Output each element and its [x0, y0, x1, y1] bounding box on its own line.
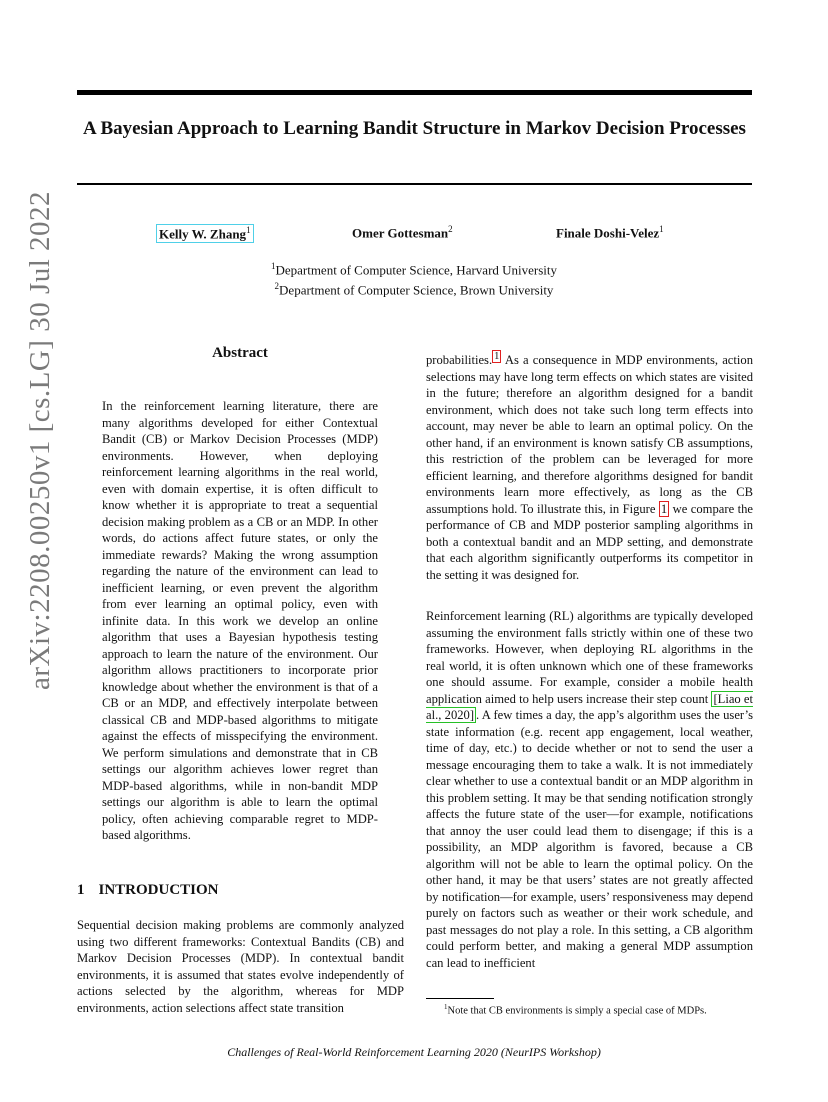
title-bottom-rule: [77, 183, 752, 185]
intro-text: Sequential decision making problems are commonly analyzed using two different frameworks: Contextual Bandits (CB) and Markov Decision Processes (MDP). In contextual bandit environments, it is assumed that states evolve independently of actions selected by the algorithm, whereas for MDP environments, action selections affect state transition: [77, 918, 404, 1015]
top-rule: [77, 90, 752, 95]
author-kelly-zhang[interactable]: Kelly W. Zhang$^1$: [156, 224, 254, 243]
footnote-link[interactable]: 1: [494, 351, 500, 362]
abstract-heading: Abstract: [212, 345, 268, 361]
affiliations: [0, 258, 828, 299]
section-title: INTRODUCTION: [98, 882, 219, 898]
abstract-body: [102, 398, 378, 844]
footnote-rule: [426, 998, 494, 999]
author-finale-doshi-velez: Finale Doshi-Velez$^1$: [556, 224, 664, 241]
figure-link[interactable]: 1: [660, 501, 668, 516]
affiliation-harvard: $^1$Department of Computer Science, Harvard University: [270, 261, 558, 278]
page-footer: Challenges of Real-World Reinforcement Learning 2020 (NeurIPS Workshop): [227, 1045, 601, 1059]
citation-link-liao[interactable]: [Liao et al., 2020]: [426, 691, 753, 722]
paper-title: A Bayesian Approach to Learning Bandit Structure in Markov Decision Processes: [83, 118, 746, 139]
affiliation-brown: $^2$Department of Computer Science, Brown University: [274, 281, 554, 298]
footnote: $^1$Note that CB environments is simply a special case of MDPs.: [444, 1003, 707, 1017]
right-paragraph-1: probabilities. $^1$ As a consequence in MDP environments, action selections may have long term effects on which states are visited in the future; therefore an algorithm designed for a bandit environment, which does not take such long term effects into account, may never be able to learn an optimal policy. On the other hand, if an environment is known satisfy CB assumptions, this restriction of the problem can be leveraged for more efficient learning, and therefore algorithms designed for bandit environments learn more effectively, as long as the CB assumptions hold. To illustrate this, in Figure 1 we compare the performance of CB and MDP posterior sampling algorithms in both a contextual bandit and an MDP setting, and demonstrate that each algorithm significantly outperforms its competitor in the setting it was designed for.: [426, 351, 753, 582]
intro-paragraph: [77, 917, 404, 1016]
section-heading-introduction: [77, 882, 219, 899]
arxiv-stamp[interactable]: arXiv:2208.00250v1 [cs.LG] 30 Jul 2022: [24, 190, 56, 690]
right-paragraph-2: Reinforcement learning (RL) algorithms are typically developed assuming the environment falls strictly within one of these two frameworks. However, when deploying RL algorithms in the real world, it is often unknown which one of these frameworks one should assume. For example, consider a mobile health application aimed to help users increase their step count [Liao et al., 2020] . A few times a day, the app’s algorithm uses the user’s state information (e.g. recent app engagement, local weather, time of day, etc.) to decide whether or not to send the user a message encouraging them to take a walk. It is not immediately clear whether to use a contextual bandit or an MDP algorithm in this problem setting. It may be that sending notification strongly affects the future state of the user—for example, notifications that annoy the user could lead them to disengage; if this is a possibility, an MDP algorithm is favored, because a CB algorithm will not be able to learn the optimal policy. On the other hand, it may be that users’ states are not greatly affected by notification—for example, users’ responsiveness may depend purely on factors such as weather or their work schedule, and past messages do not play a role. In this setting, a CB algorithm could perform better, and making a general MDP assumption can lead to inefficient: [426, 609, 753, 970]
author-omer-gottesman: Omer Gottesman$^2$: [352, 224, 453, 241]
abstract-text: In the reinforcement learning literature, there are many algorithms developed for either Contextual Bandit (CB) or Markov Decision Processes (MDP) environments. However, when deploying reinforcement learning algorithms in the real world, even with domain expertise, it is often difficult to know whether it is appropriate to treat a sequential decision making problem as a CB or an MDP. In other words, do actions affect future states, or only the immediate rewards? Making the wrong assumption regarding the nature of the environment can lead to inefficient learning, or even prevent the algorithm from ever learning an optimal policy, even with infinite data. In this work we develop an online algorithm that uses a Bayesian hypothesis testing approach to learn the nature of the environment. Our algorithm allows practitioners to incorporate prior knowledge about whether the environment is that of a CB or an MDP, and effectively interpolate between classical CB and MDP-based algorithms to mitigate against the effects of misspecifying the environment. We perform simulations and demonstrate that in CB settings our algorithm achieves lower regret than MDP-based algorithms, while in non-bandit MDP settings our algorithm is able to learn the optimal policy, often achieving comparable regret to MDP-based algorithms.: [102, 399, 378, 842]
section-number: 1: [77, 882, 85, 898]
